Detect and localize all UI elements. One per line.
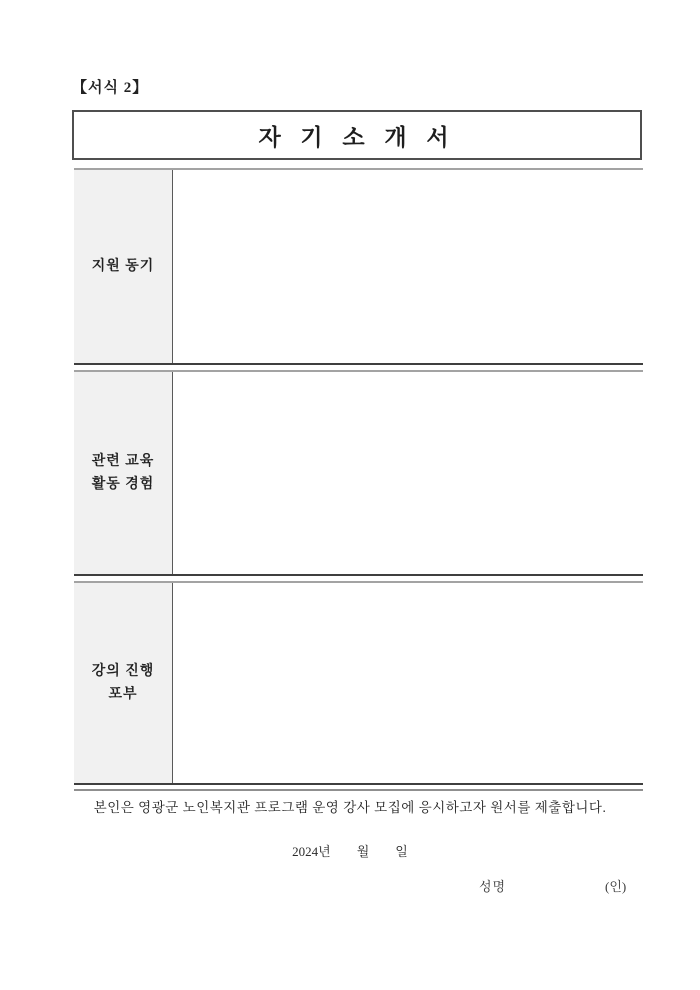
row-label-line: 포부 xyxy=(108,687,138,702)
table-bottom-rule-gray xyxy=(74,789,643,791)
self-introduction-table xyxy=(74,168,643,791)
content-cell-related-experience xyxy=(173,372,643,574)
table-row-lecture-aspiration xyxy=(74,583,643,783)
row-label-motivation xyxy=(74,170,173,363)
content-cell-motivation xyxy=(173,170,643,363)
seal-label: (인) xyxy=(605,879,627,894)
form-number-tag: 【서식 2】 xyxy=(72,80,149,96)
submission-statement: 본인은 영광군 노인복지관 프로그램 운영 강사 모집에 응시하고자 원서를 제출합니다. xyxy=(93,800,607,815)
date-line: 2024년 월 일 xyxy=(292,844,408,859)
table-row-related-experience xyxy=(74,372,643,574)
row-label-line: 관련 교육 xyxy=(91,453,155,469)
row-label-line: 강의 진행 xyxy=(91,663,155,679)
signature-name-label: 성명 xyxy=(479,879,507,894)
table-row-motivation xyxy=(74,170,643,363)
row-label-line: 활동 경험 xyxy=(91,477,155,492)
row-label-line: 지원 동기 xyxy=(91,258,155,274)
page-title: 자 기 소 개 서 xyxy=(258,124,456,150)
row-label-related-experience xyxy=(74,372,173,574)
content-cell-lecture-aspiration xyxy=(173,583,643,783)
title-box xyxy=(72,110,642,160)
row-label-lecture-aspiration xyxy=(74,583,173,783)
